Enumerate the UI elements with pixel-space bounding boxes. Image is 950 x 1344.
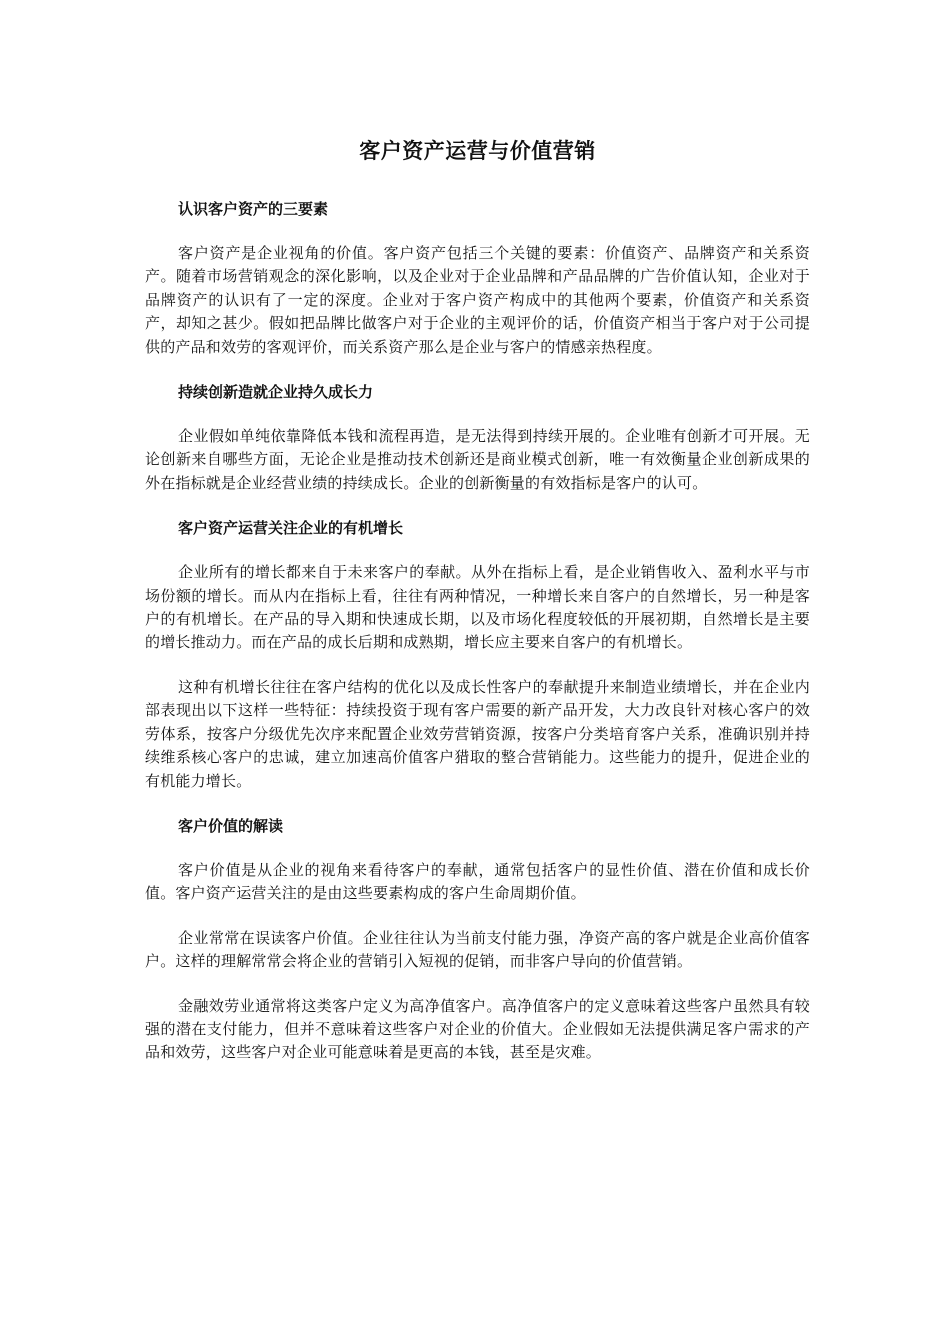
document-title: 客户资产运营与价值营销 bbox=[359, 139, 596, 163]
body-paragraph: 客户价值是从企业的视角来看待客户的奉献，通常包括客户的显性价值、潜在价值和成长价值。客户资产运营关注的是由这些要素构成的客户生命周期价值。 bbox=[145, 860, 810, 903]
section-organic-growth bbox=[145, 516, 810, 793]
document-page bbox=[145, 135, 810, 1086]
body-paragraph: 企业所有的增长都来自于未来客户的奉献。从外在指标上看，是企业销售收入、盈利水平与市场份额的增长。而从内在指标上看，往往有两种情况，一种增长来自客户的自然增长，另一种是客户的有机增长。在产品的导入期和快速成长期，以及市场化程度较低的开展初期，自然增长是主要的增长推动力。而在产品的成长后期和成熟期，增长应主要来自客户的有机增长。 bbox=[145, 563, 810, 652]
section-continuous-innovation bbox=[145, 380, 810, 495]
section-heading: 客户资产运营关注企业的有机增长 bbox=[178, 519, 404, 538]
body-paragraph: 金融效劳业通常将这类客户定义为高净值客户。高净值客户的定义意味着这些客户虽然具有较强的潜在支付能力，但并不意味着这些客户对企业的价值大。企业假如无法提供满足客户需求的产品和效劳，这些客户对企业可能意味着是更高的本钱，甚至是灾难。 bbox=[145, 996, 810, 1062]
section-customer-value bbox=[145, 814, 810, 1065]
section-heading: 客户价值的解读 bbox=[178, 816, 284, 835]
body-paragraph: 企业常常在误读客户价值。企业往往认为当前支付能力强，净资产高的客户就是企业高价值客户。这样的理解常常会将企业的营销引入短视的促销，而非客户导向的价值营销。 bbox=[145, 928, 810, 971]
body-paragraph: 企业假如单纯依靠降低本钱和流程再造，是无法得到持续开展的。企业唯有创新才可开展。无论创新来自哪些方面，无论企业是推动技术创新还是商业模式创新，唯一有效衡量企业创新成果的外在指标就是企业经营业绩的持续成长。企业的创新衡量的有效指标是客户的认可。 bbox=[145, 427, 810, 492]
body-paragraph: 这种有机增长往往在客户结构的优化以及成长性客户的奉献提升来制造业绩增长，并在企业内部表现出以下这样一些特征：持续投资于现有客户需要的新产品开发，大力改良针对核心客户的效劳体系，按客户分级优先次序来配置企业效劳营销资源，按客户分类培育客户关系，准确识别并持续维系核心客户的忠诚，建立加速高价值客户猎取的整合营销能力。这些能力的提升，促进企业的有机能力增长。 bbox=[145, 677, 810, 790]
body-paragraph: 客户资产是企业视角的价值。客户资产包括三个关键的要素：价值资产、品牌资产和关系资产。随着市场营销观念的深化影响，以及企业对于企业品牌和产品品牌的广告价值认知，企业对于品牌资产的认识有了一定的深度。企业对于客户资产构成中的其他两个要素，价值资产和关系资产，却知之甚少。假如把品牌比做客户对于企业的主观评价的话，价值资产相当于客户对于公司提供的产品和效劳的客观评价，而关系资产那么是企业与客户的情感亲热程度。 bbox=[145, 244, 810, 356]
section-heading: 认识客户资产的三要素 bbox=[178, 200, 329, 218]
section-asset-elements bbox=[145, 197, 810, 359]
section-heading: 持续创新造就企业持久成长力 bbox=[178, 383, 374, 402]
